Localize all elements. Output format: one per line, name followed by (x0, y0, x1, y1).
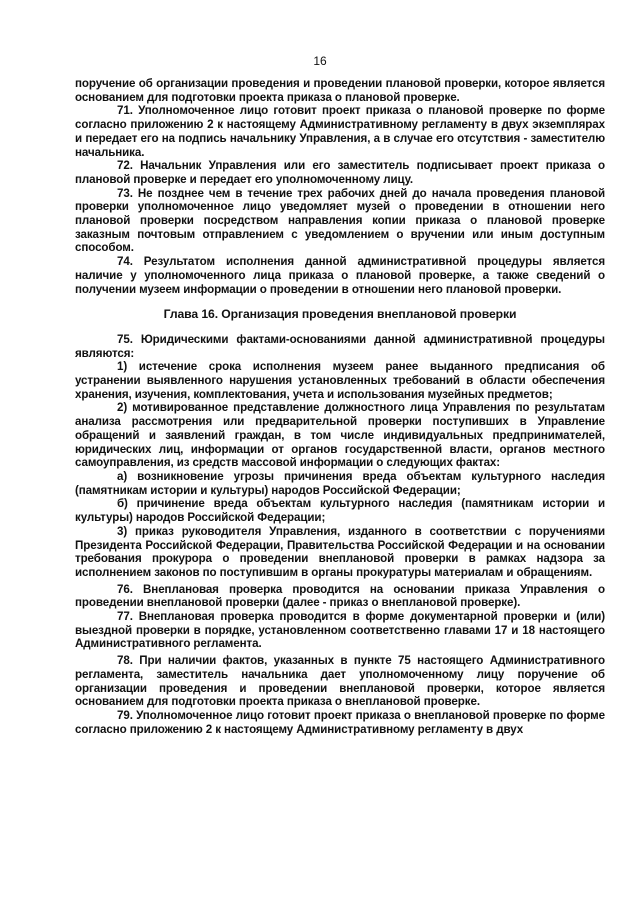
paragraph-77: 77. Внеплановая проверка проводится в форме документарной проверки и (или) выездной проверки в порядке, установленном соответственно главами 17 и 18 настоящего Административного регламента. (75, 610, 605, 651)
chapter-heading: Глава 16. Организация проведения внеплановой проверки (163, 307, 517, 322)
paragraph-75-item-1: 1) истечение срока исполнения музеем ранее выданного предписания об устранении выявленного нарушения установленных требований в области обеспечения хранения, изучения, комплектования, учета и использования музейных предметов; (75, 360, 605, 401)
paragraph-75-item-2: 2) мотивированное представление должностного лица Управления по результатам анализа рассмотрения или предварительной проверки поступивших в Управление обращений и заявлений граждан, в том числе индивидуальных предпринимателей, юридических лиц, информации от органов государственной власти, органов местного самоуправления, из средств массовой информации о следующих фактах: (75, 401, 605, 470)
page-number: 16 (313, 54, 327, 68)
paragraph-75-item-2b: б) причинение вреда объектам культурного наследия (памятникам истории и культуры) народов Российской Федерации; (75, 497, 605, 525)
paragraph-76: 76. Внеплановая проверка проводится на основании приказа Управления о проведении внеплановой проверки (далее - приказ о внеплановой проверке). (75, 582, 605, 610)
paragraph-72: 72. Начальник Управления или его заместитель подписывает проект приказа о плановой проверке и передает его уполномоченному лицу. (75, 159, 605, 186)
paragraph-75-item-3: 3) приказ руководителя Управления, изданного в соответствии с поручениями Президента Российской Федерации, Правительства Российской Федерации и на основании требования прокурора о проведении внеплановой проверки в рамках надзора за исполнением законов по поступившим в органы прокуратуры материалам и обращениям. (75, 524, 605, 579)
paragraph-71: 71. Уполномоченное лицо готовит проект приказа о плановой проверке по форме согласно приложению 2 к настоящему Административному регламенту в двух экземплярах и передает его на подпись начальнику Управления, а в случае его отсутствия - заместителю начальника. (75, 104, 605, 159)
paragraph-continuation: поручение об организации проведения и проведении плановой проверки, которое является основанием для подготовки проекта приказа о плановой проверке. (75, 77, 605, 104)
paragraph-73: 73. Не позднее чем в течение трех рабочих дней до начала проведения плановой проверки уполномоченное лицо уведомляет музей о проведении в отношении него плановой проверки посредством направления копии приказа о плановой проверке заказным почтовым отправлением с уведомлением о вручении или иным доступным способом. (75, 186, 605, 255)
document-body (75, 77, 605, 736)
paragraph-79: 79. Уполномоченное лицо готовит проект приказа о внеплановой проверке по форме согласно приложению 2 к настоящему Административному регламенту в двух (75, 708, 605, 736)
paragraph-75-item-2a: а) возникновение угрозы причинения вреда объектам культурного наследия (памятникам истории и культуры) народов Российской Федерации; (75, 469, 605, 497)
paragraph-74: 74. Результатом исполнения данной административной процедуры является наличие у уполномоченного лица приказа о плановой проверке, а также сведений о получении музеем информации о проведении в отношении него плановой проверки. (75, 255, 605, 296)
paragraph-78: 78. При наличии фактов, указанных в пункте 75 настоящего Административного регламента, заместитель начальника дает уполномоченному лицу поручение об организации проведения и проведении внеплановой проверки, которое является основанием для подготовки проекта приказа о внеплановой проверке. (75, 654, 605, 709)
paragraph-75: 75. Юридическими фактами-основаниями данной административной процедуры являются: (75, 332, 605, 360)
